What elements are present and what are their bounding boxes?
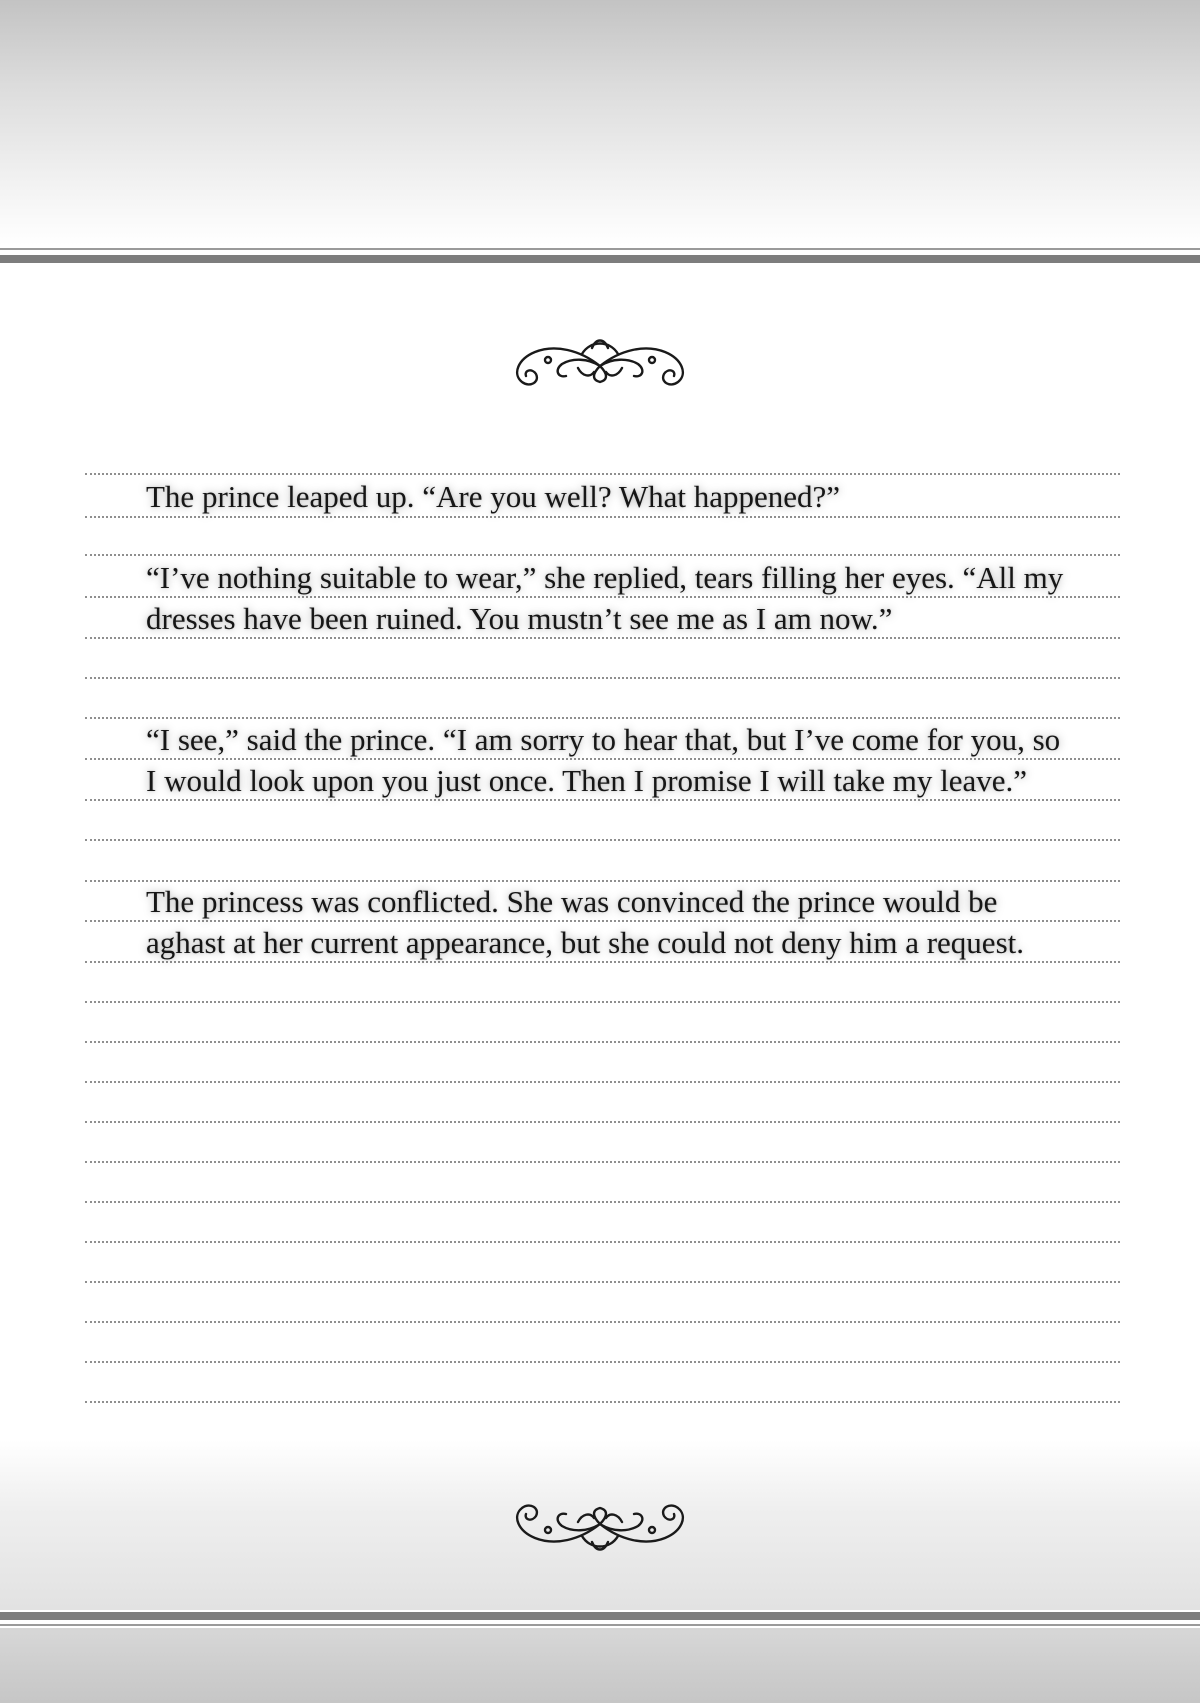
paragraph-text: The princess was conflicted. She was convinced the prince would be aghast at her current appearance, but she could not deny him a request.	[146, 884, 1024, 960]
ruled-line	[85, 554, 1120, 556]
paragraph-text: The prince leaped up. “Are you well? What happened?”	[146, 479, 841, 514]
header-rule-thick	[0, 255, 1200, 263]
ruled-line	[85, 1081, 1120, 1083]
footer-rule-thin	[0, 1624, 1200, 1626]
ruled-line	[85, 1281, 1120, 1283]
story-paragraph	[146, 477, 1076, 518]
ruled-line	[85, 473, 1120, 475]
ruled-line	[85, 1041, 1120, 1043]
ruled-line	[85, 839, 1120, 841]
header-gradient-band	[0, 0, 1200, 245]
paragraph-text: “I’ve nothing suitable to wear,” she replied, tears filling her eyes. “All my dresses have been ruined. You mustn’t see me as I am now.”	[146, 560, 1064, 636]
ruled-line	[85, 1121, 1120, 1123]
ruled-line	[85, 1201, 1120, 1203]
footer-rule-thick	[0, 1612, 1200, 1620]
ruled-line	[85, 677, 1120, 679]
ruled-line	[85, 1401, 1120, 1403]
ruled-line	[85, 1161, 1120, 1163]
bottom-flourish-icon	[500, 1490, 700, 1560]
story-paragraph	[146, 558, 1076, 639]
story-paragraph	[146, 882, 1076, 963]
ruled-line	[85, 1321, 1120, 1323]
ruled-line	[85, 1241, 1120, 1243]
footer-gradient-band	[0, 1628, 1200, 1703]
header-rule-thin	[0, 248, 1200, 250]
top-flourish-icon	[500, 330, 700, 400]
ruled-line	[85, 1001, 1120, 1003]
ruled-line	[85, 1361, 1120, 1363]
story-paragraph	[146, 720, 1076, 801]
paragraph-text: “I see,” said the prince. “I am sorry to hear that, but I’ve come for you, so I would look upon you just once. Then I promise I will take my leave.”	[146, 722, 1061, 798]
ruled-line	[85, 717, 1120, 719]
